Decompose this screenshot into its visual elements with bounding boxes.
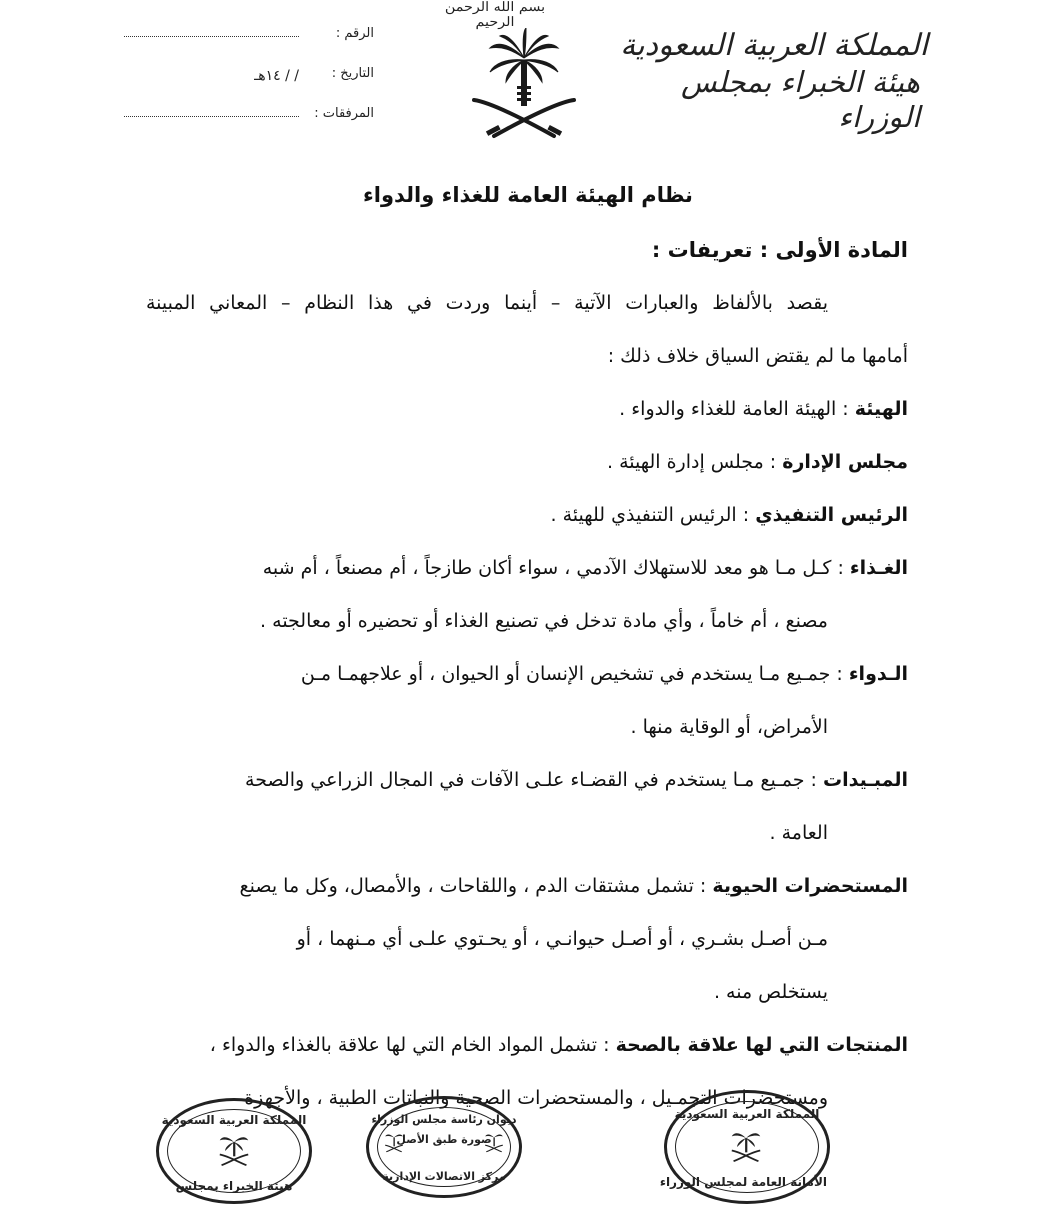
stamp-text: مركز الاتصالات الإدارية — [382, 1170, 506, 1183]
definition-text: : مجلس إدارة الهيئة . — [607, 451, 783, 473]
letterhead-title — [608, 26, 928, 135]
article-one-title: المادة الأولى : تعريفات : — [651, 238, 908, 262]
stamp-experts-commission — [156, 1098, 312, 1204]
authority-name: هيئة الخبراء بمجلس الوزراء — [681, 65, 920, 134]
date-label: التاريخ : — [331, 66, 374, 81]
definition-bio-line-2: مـن أصـل بشـري ، أو أصـل حيوانـي ، أو يحـتوي علـى أي مـنهما ، أو — [296, 928, 828, 950]
document-title: نظام الهيئة العامة للغذاء والدواء — [363, 183, 693, 207]
number-row — [124, 26, 374, 66]
definition-term: الـدواء — [848, 663, 908, 685]
stamp-true-copy — [366, 1096, 522, 1198]
basmala: بسم الله الرحمن الرحيم — [444, 0, 546, 30]
stamp-text: المملكة العربية السعودية — [674, 1107, 820, 1121]
definition-board — [146, 444, 908, 497]
definition-term: المبـيدات — [823, 769, 908, 791]
stamp-text: صورة طبق الأصل — [396, 1133, 492, 1146]
attachments-blank — [124, 116, 299, 117]
definition-health-line-1 — [146, 1027, 908, 1080]
definition-text: : كـل مـا هو معد للاستهلاك الآدمي ، سواء أكان طازجاً ، أم مصنعاً ، أم شبه — [262, 557, 850, 579]
attachments-row — [124, 106, 374, 146]
definition-term: المنتجات التي لها علاقة بالصحة — [615, 1034, 908, 1056]
palm-swords-emblem-icon — [727, 1131, 765, 1163]
definition-term: المستحضرات الحيوية — [712, 875, 908, 897]
definition-food-line-1 — [146, 550, 908, 603]
stamp-text: المملكة العربية السعودية — [161, 1113, 307, 1127]
definition-term: الرئيس التنفيذي — [755, 504, 908, 526]
definition-text: : تشمل مشتقات الدم ، واللقاحات ، والأمصال، وكل ما يصنع — [239, 875, 713, 897]
definition-pesticides-line-1 — [146, 762, 908, 815]
definition-text: : جمـيع مـا يستخدم في تشخيص الإنسان أو الحيوان ، أو علاجهمـا مـن — [300, 663, 849, 685]
palm-swords-emblem-icon — [383, 1133, 405, 1153]
intro-line-1: يقصد بالألفاظ والعبارات الآتية – أينما وردت في هذا النظام – المعاني المبينة — [146, 292, 828, 314]
definition-ceo — [146, 497, 908, 550]
definition-term: الغـذاء — [849, 557, 908, 579]
definition-bio-line-1 — [146, 868, 908, 921]
stamp-council-secretariat — [659, 1090, 830, 1204]
definition-text: : تشمل المواد الخام التي لها علاقة بالغذاء والدواء ، — [209, 1034, 616, 1056]
definition-term: مجلس الإدارة — [782, 451, 908, 473]
stamp-text: ديوان رئاسة مجلس الوزراء — [371, 1113, 517, 1126]
definition-pesticides-line-2: العامة . — [769, 822, 828, 844]
palm-swords-emblem-icon — [215, 1135, 253, 1167]
definition-drug-line-1 — [146, 656, 908, 709]
date-row — [124, 66, 374, 106]
kingdom-name: المملكة العربية السعودية — [620, 28, 928, 63]
definition-text: : الرئيس التنفيذي للهيئة . — [550, 504, 756, 526]
definition-bio-line-3: يستخلص منه . — [713, 981, 828, 1003]
stamp-text: هيئة الخبراء بمجلس — [175, 1179, 293, 1193]
number-blank — [124, 36, 299, 37]
definition-drug-line-2: الأمراض، أو الوقاية منها . — [630, 716, 828, 738]
definition-food-line-2: مصنع ، أم خاماً ، وأي مادة تدخل في تصنيع الغذاء أو تحضيره أو معالجته . — [260, 610, 828, 632]
document-body — [146, 232, 908, 1133]
definition-term: الهيئة — [854, 398, 908, 420]
stamp-text: الأمانة العامة لمجلس الوزراء — [659, 1175, 827, 1189]
attachments-label: المرفقات : — [314, 106, 374, 121]
definition-authority — [146, 391, 908, 444]
palm-swords-emblem-icon — [483, 1133, 505, 1153]
date-value: / / ١٤هـ — [254, 68, 299, 84]
palm-swords-emblem-icon — [468, 28, 580, 146]
intro-line-2: أمامها ما لم يقتض السياق خلاف ذلك : — [607, 345, 908, 367]
reference-block — [124, 26, 374, 146]
definition-health-line-2: ومستحضرات التجمـيل ، والمستحضرات الصحية والنباتات الطبية ، والأجهزة — [244, 1087, 828, 1109]
definition-text: : الهيئة العامة للغذاء والدواء . — [619, 398, 855, 420]
definition-text: : جمـيع مـا يستخدم في القضـاء علـى الآفات في المجال الزراعي والصحة — [245, 769, 824, 791]
number-label: الرقم : — [335, 26, 374, 41]
